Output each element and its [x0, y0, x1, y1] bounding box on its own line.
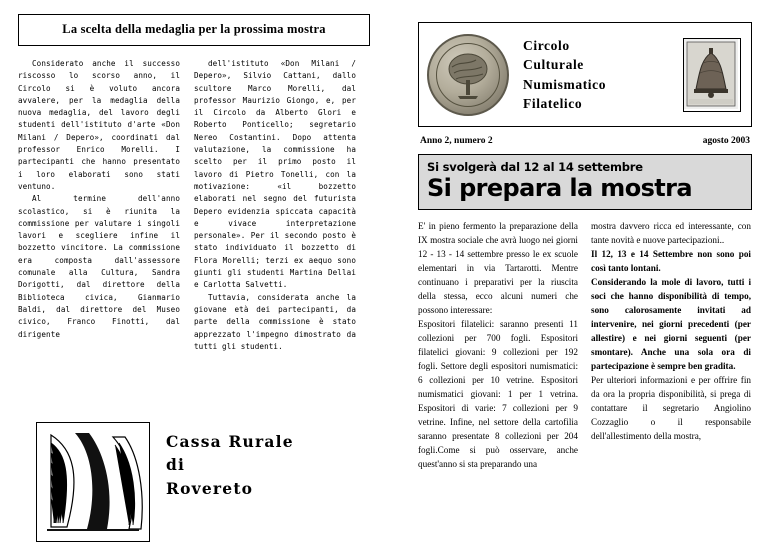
issue-date: agosto 2003	[702, 136, 750, 146]
sponsor-name	[166, 422, 294, 500]
medal-paragraph: Tuttavia, considerata anche la giovane età dei partecipanti, da parte della commissione è stato apprezzato l'impegno dimostrato da tutti gli studenti.	[194, 292, 356, 351]
headline-kicker: Si svolgerà dal 12 al 14 settembre	[427, 160, 643, 174]
medal-paragraph: dell'istituto «Don Milani / Depero», Silvio Cattani, dallo scultore Marco Morelli, dal professor Maurizio Giongo, e, per il Circolo da Alberto Glori e Roberto Ponticello; segretario Nereo Costantini. Dopo attenta valutazione, la commissione ha scelto per il primo posto il lavoro di Pietro Tonelli, con la motivazione: «il bozzetto elaborati nel segno del futurista Depero evidenzia spiccata capacità e vivace interpretazione personale». Per il secondo posto è stato individuato il bozzetto di Flora Morelli; terzi ex aequo sono giunti gli studenti Martina Dellai e Carlotta Salvetti.	[194, 59, 356, 290]
circolo-seal	[427, 34, 509, 116]
left-page	[18, 14, 370, 530]
issue-number: Anno 2, numero 2	[420, 136, 493, 146]
lead-paragraph-emphasis: Considerando la mole di lavoro, tutti i soci che hanno disponibilità di tempo, sono calorosamente invitati ad intervenire, nei giorni precedenti (per allestire) e nei giorni seguenti (per smontare). Anche una sola ora di partecipazione è sempre ben gradita.	[591, 276, 751, 371]
lead-paragraph: E' in pieno fermento la preparazione della IX mostra sociale che avrà luogo nei giorni 12 - 13 - 14 settembre presso le ex scuole elementari in via Tartarotti. Mentre continuano i preparativi per la riuscita della stessa, ecco alcuni numeri che possono interessare:	[418, 220, 578, 315]
lead-paragraph: Il 12, 13 e 14 Settembre non sono poi così tanto lontani.	[591, 248, 751, 273]
sponsor-line-2: di	[166, 455, 186, 475]
postage-stamp-graphic	[684, 39, 738, 109]
masthead-title-line-2: Culturale	[523, 57, 584, 73]
medal-article-body	[18, 58, 370, 353]
sponsor-line-3: Rovereto	[166, 478, 254, 498]
medal-article-column-1	[18, 58, 180, 353]
seal-tree-emblem	[440, 47, 496, 103]
lead-article-column-2	[591, 220, 751, 472]
medal-paragraph: Considerato anche il successo riscosso lo scorso anno, il Circolo si è voluto ancora avvalere, per la medaglia della nuova medaglia, del lavoro degli studenti dell'istituto d'arte «Don Milani / Depero», coordinati dal professor Enrico Morelli. I partecipanti che hanno presentato i loro elaborati sono stati ventuno.	[18, 59, 180, 191]
headline-title: Si prepara la mostra	[427, 174, 692, 202]
lead-article-body	[418, 220, 752, 472]
lead-article-column-1	[418, 220, 578, 472]
headline-box	[418, 154, 752, 210]
postage-stamp-bell	[683, 38, 741, 112]
masthead-title	[509, 36, 683, 113]
sponsor-line-1: Cassa Rurale	[166, 432, 294, 451]
masthead-title-line-4: Filatelico	[523, 95, 583, 111]
masthead-title-line-3: Numismatico	[523, 76, 607, 92]
cassa-rurale-logo-graphic	[37, 423, 147, 539]
lead-paragraph: Espositori filatelici: saranno presenti 11 collezioni per 700 fogli. Espositori filatelici giovani: 9 collezioni per 192 fogli. Settore degli espositori numismatici: 6 collezioni per 10 vetrine. Espositori numismatici giovani: 1 per 1 vetrina. Espositori di varie: 7 collezioni per 9 vetrine. Infine, nel settore della cartofilia saranno presentate 8 collezioni per 204 fogli.Come si può osservare, anche quest'anno si sta preparando una	[418, 318, 578, 469]
sponsor-block	[36, 422, 388, 542]
medal-article-title-box	[18, 14, 370, 46]
lead-paragraph: mostra davvero ricca ed interessante, con tante novità e nuove partecipazioni..	[591, 220, 751, 245]
medal-paragraph: Al termine dell'anno scolastico, si è riunita la commissione per valutare i singoli lavori e scegliere infine il bozzetto vincitore. La commissione era composta dall'assessore comunale alla Cultura, Sandra Dorigotti, dal direttore della Biblioteca civica, Gianmario Baldi, dal direttore del Museo civico, Franco Finotti, dal dirigente	[18, 194, 180, 339]
medal-article-column-2	[194, 58, 356, 353]
masthead-title-line-1: Circolo	[523, 38, 570, 54]
lead-paragraph: Per ulteriori informazioni e per offrire fin da ora la propria disponibilità, si prega di contattare il segretario Angiolino Cozzaglio o il responsabile dell'allestimento della mostra,	[591, 374, 751, 441]
medal-article-title: La scelta della medaglia per la prossima mostra	[62, 22, 326, 36]
right-page	[418, 22, 752, 472]
issue-line	[418, 136, 752, 146]
masthead	[418, 22, 752, 127]
cassa-rurale-logo	[36, 422, 150, 542]
